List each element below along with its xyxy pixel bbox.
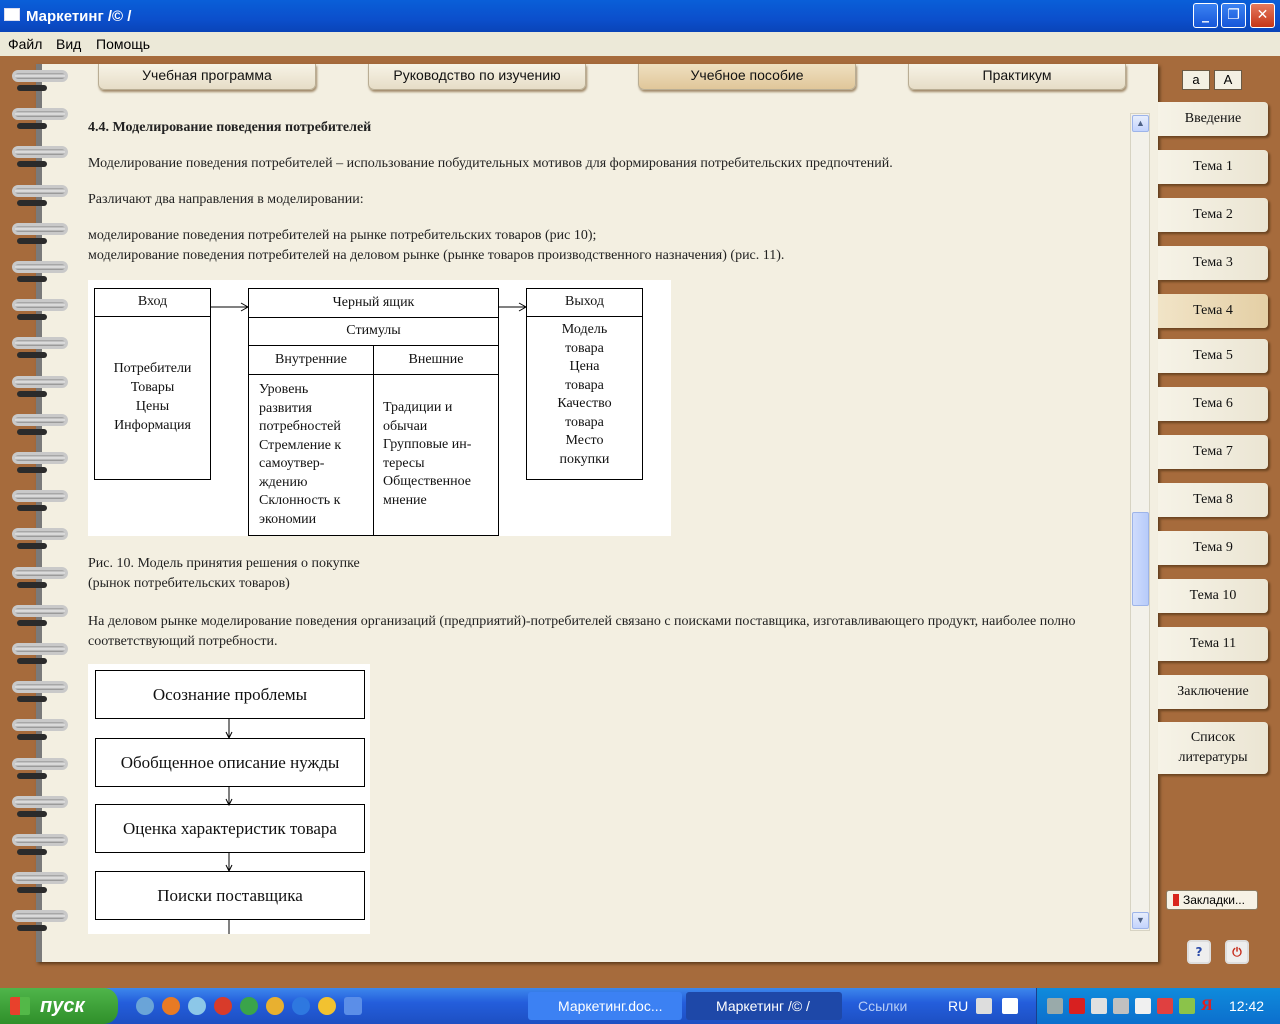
- internal-factors: [249, 375, 374, 535]
- taskbar: [0, 988, 1280, 1024]
- binding-hole: [17, 85, 47, 91]
- output-line: Место: [565, 433, 604, 448]
- sidebar-item-topic-10[interactable]: Тема 10: [1158, 579, 1268, 613]
- output-title: Выход: [527, 289, 642, 317]
- input-line: Товары: [130, 380, 175, 395]
- binding-hole: [17, 582, 47, 588]
- binding-hole: [17, 734, 47, 740]
- output-lines: [527, 321, 642, 469]
- binding-ring: [12, 643, 68, 655]
- binding-ring: [12, 223, 68, 235]
- binding-ring: [12, 528, 68, 540]
- binding-hole: [17, 391, 47, 397]
- firefox-icon[interactable]: [162, 997, 180, 1015]
- binding-hole: [17, 352, 47, 358]
- exit-icon[interactable]: ⏻: [1225, 940, 1249, 964]
- binding-ring: [12, 261, 68, 273]
- app-window-icon: [4, 8, 20, 21]
- quicklaunch-icon[interactable]: [240, 997, 258, 1015]
- external-label: Внешние: [408, 352, 464, 367]
- sidebar-item-topic-8[interactable]: Тема 8: [1158, 483, 1268, 517]
- binding-ring: [12, 70, 68, 82]
- tray-icon[interactable]: [1135, 998, 1151, 1014]
- tray-icon[interactable]: [1157, 998, 1173, 1014]
- binding-ring: [12, 567, 68, 579]
- article-heading: 4.4. Моделирование поведения потребителей: [88, 120, 372, 135]
- output-box: [526, 288, 643, 480]
- factor-line: Групповые ин-: [383, 437, 472, 452]
- binding-ring: [12, 146, 68, 158]
- scroll-down-icon[interactable]: ▼: [1132, 912, 1149, 929]
- tray-icon[interactable]: [1113, 998, 1129, 1014]
- sidebar-item-topic-4[interactable]: Тема 4: [1158, 294, 1268, 328]
- binding-hole: [17, 773, 47, 779]
- blackbox-title: Черный ящик: [249, 289, 498, 318]
- factor-line: Традиции и: [383, 400, 453, 415]
- taskbar-item-word[interactable]: Маркетинг.doc...: [528, 992, 682, 1020]
- factor-line: потребностей: [259, 419, 341, 434]
- yandex-icon[interactable]: Я: [1201, 997, 1213, 1014]
- minimize-button[interactable]: _: [1193, 3, 1218, 28]
- close-button[interactable]: ✕: [1250, 3, 1275, 28]
- binding-hole: [17, 620, 47, 626]
- binding-ring: [12, 872, 68, 884]
- factor-line: самоутвер-: [259, 456, 325, 471]
- output-line: Цена: [569, 359, 600, 374]
- menu-bar: [0, 32, 1280, 56]
- article-content: [88, 116, 1128, 934]
- menu-view[interactable]: Вид: [56, 36, 82, 52]
- binding-hole: [17, 849, 47, 855]
- maximize-button[interactable]: ❐: [1221, 3, 1246, 28]
- stimuli-label: Стимулы: [249, 318, 498, 346]
- sidebar-item-topic-3[interactable]: Тема 3: [1158, 246, 1268, 280]
- output-line: товара: [565, 377, 604, 393]
- list-item: ◆ моделирование поведения потребителей на деловом рынке (рынке товаров производственного назначения) (рис. 11).: [88, 248, 784, 264]
- process-step: Поиски поставщика: [95, 871, 365, 920]
- keyboard-icon[interactable]: [976, 998, 992, 1014]
- sidebar-item-conclusion[interactable]: Заключение: [1158, 675, 1268, 709]
- sidebar-item-topic-1[interactable]: Тема 1: [1158, 150, 1268, 184]
- binding-hole: [17, 925, 47, 931]
- factor-line: тересы: [383, 455, 425, 471]
- binding-hole: [17, 658, 47, 664]
- process-step: Осознание проблемы: [95, 670, 365, 719]
- chrome-icon[interactable]: [318, 997, 336, 1015]
- arrow-down-icon: [224, 920, 234, 934]
- sidebar-item-references[interactable]: Список литературы: [1158, 722, 1268, 774]
- quicklaunch-icon[interactable]: [136, 997, 154, 1015]
- binding-ring: [12, 681, 68, 693]
- arrow-icon: [499, 300, 529, 314]
- article-paragraph: Моделирование поведения потребителей – использование побудительных мотивов для формирования потребительских предпочтений.: [88, 156, 893, 171]
- arrow-down-icon: [224, 786, 234, 806]
- input-line: Цены: [135, 399, 170, 414]
- binding-ring: [12, 719, 68, 731]
- binding-hole: [17, 276, 47, 282]
- binding-hole: [17, 811, 47, 817]
- start-button[interactable]: пуск: [0, 988, 118, 1024]
- factor-line: Уровень: [259, 382, 309, 397]
- binding-ring: [12, 605, 68, 617]
- sidebar-item-topic-6[interactable]: Тема 6: [1158, 387, 1268, 421]
- tray-icon[interactable]: [1179, 998, 1195, 1014]
- network-icon[interactable]: [1047, 998, 1063, 1014]
- input-box: [94, 288, 211, 480]
- binding-hole: [17, 161, 47, 167]
- tab-curriculum[interactable]: Учебная программа: [98, 64, 316, 90]
- output-line: товара: [565, 340, 604, 356]
- tab-study-guide[interactable]: Руководство по изучению: [368, 64, 586, 90]
- binding-ring: [12, 452, 68, 464]
- messenger-icon[interactable]: [188, 997, 206, 1015]
- antivirus-icon[interactable]: [1069, 998, 1085, 1014]
- factor-line: Склонность к: [259, 493, 341, 508]
- binding-ring: [12, 834, 68, 846]
- binding-ring: [12, 414, 68, 426]
- menu-file[interactable]: Файл: [8, 36, 43, 52]
- binding-hole: [17, 429, 47, 435]
- window-titlebar[interactable]: [0, 0, 1280, 32]
- output-line: Модель: [561, 322, 608, 337]
- input-line: Информация: [114, 418, 191, 433]
- quicklaunch-icon[interactable]: [266, 997, 284, 1015]
- binding-hole: [17, 543, 47, 549]
- black-box: [248, 288, 499, 536]
- sidebar-item-topic-9[interactable]: Тема 9: [1158, 531, 1268, 565]
- figure-10-diagram: [88, 280, 671, 536]
- factor-line: развития: [259, 400, 312, 416]
- arrow-down-icon: [224, 719, 234, 739]
- scroll-thumb[interactable]: [1132, 512, 1149, 606]
- binding-ring: [12, 299, 68, 311]
- binding-ring: [12, 376, 68, 388]
- figure-11-diagram: [88, 664, 370, 934]
- binding-hole: [17, 467, 47, 473]
- clock: 12:42: [1229, 998, 1265, 1014]
- sidebar-item-introduction[interactable]: Введение: [1158, 102, 1268, 136]
- binding-hole: [17, 238, 47, 244]
- spiral-binding: [0, 70, 80, 970]
- opera-icon[interactable]: [214, 997, 232, 1015]
- system-tray: [1036, 988, 1280, 1024]
- sidebar-item-topic-7[interactable]: Тема 7: [1158, 435, 1268, 469]
- binding-hole: [17, 505, 47, 511]
- factor-line: Стремление к: [259, 437, 342, 453]
- binding-hole: [17, 314, 47, 320]
- factor-line: Общественное: [383, 474, 472, 489]
- content-scrollbar[interactable]: [1130, 113, 1150, 931]
- window-title: Маркетинг /© /: [26, 8, 132, 25]
- quicklaunch-icon[interactable]: [344, 997, 362, 1015]
- sidebar-item-topic-2[interactable]: Тема 2: [1158, 198, 1268, 232]
- factor-line: мнение: [383, 492, 427, 508]
- font-larger-button[interactable]: A: [1214, 70, 1242, 90]
- ie-icon[interactable]: [292, 997, 310, 1015]
- input-lines: [95, 359, 210, 435]
- font-smaller-button[interactable]: a: [1182, 70, 1210, 90]
- language-indicator[interactable]: RU: [948, 998, 969, 1014]
- links-toolbar[interactable]: Ссылки: [858, 998, 908, 1014]
- output-line: Качество: [557, 396, 612, 411]
- binding-hole: [17, 696, 47, 702]
- binding-ring: [12, 185, 68, 197]
- tab-textbook[interactable]: Учебное пособие: [638, 64, 856, 90]
- binding-hole: [17, 123, 47, 129]
- list-item: ◆ моделирование поведения потребителей на рынке потребительских товаров (рис 10);: [88, 228, 596, 244]
- input-title: Вход: [95, 289, 210, 317]
- internal-label: Внутренние: [249, 346, 374, 374]
- input-line: Потребители: [113, 361, 192, 376]
- process-step: Обобщенное описание нужды: [95, 738, 365, 787]
- help-icon[interactable]: ?: [1187, 940, 1211, 964]
- article-paragraph: Различают два направления в моделировании:: [88, 192, 364, 207]
- output-line: покупки: [559, 451, 610, 467]
- binding-ring: [12, 108, 68, 120]
- bookmarks-button[interactable]: Закладки...: [1166, 890, 1258, 910]
- factor-line: ждению: [259, 474, 308, 490]
- volume-icon[interactable]: [1091, 998, 1107, 1014]
- binding-ring: [12, 910, 68, 922]
- binding-ring: [12, 490, 68, 502]
- figure-caption: (рынок потребительских товаров): [88, 576, 290, 591]
- binding-ring: [12, 758, 68, 770]
- menu-help[interactable]: Помощь: [96, 36, 151, 52]
- arrow-down-icon: [224, 852, 234, 872]
- sidebar-item-topic-11[interactable]: Тема 11: [1158, 627, 1268, 661]
- process-step: Оценка характеристик товара: [95, 804, 365, 853]
- sidebar-item-topic-5[interactable]: Тема 5: [1158, 339, 1268, 373]
- scroll-up-icon[interactable]: ▲: [1132, 115, 1149, 132]
- tab-practicum[interactable]: Практикум: [908, 64, 1126, 90]
- taskbar-item-marketing[interactable]: Маркетинг /© /: [686, 992, 842, 1020]
- external-factors: [374, 375, 498, 535]
- binding-hole: [17, 200, 47, 206]
- factor-line: обычаи: [383, 418, 428, 434]
- binding-ring: [12, 796, 68, 808]
- figure-caption: Рис. 10. Модель принятия решения о покупке: [88, 556, 360, 571]
- help-tray-icon[interactable]: [1002, 998, 1018, 1014]
- arrow-icon: [211, 300, 251, 314]
- output-line: товара: [565, 414, 604, 430]
- article-paragraph: На деловом рынке моделирование поведения организаций (предприятий)-потребителей связано с поисками поставщика, изготавливающего продукт, наиболее полно соответствующий потребности.: [88, 614, 1076, 649]
- binding-ring: [12, 337, 68, 349]
- factor-line: экономии: [259, 511, 317, 527]
- binding-hole: [17, 887, 47, 893]
